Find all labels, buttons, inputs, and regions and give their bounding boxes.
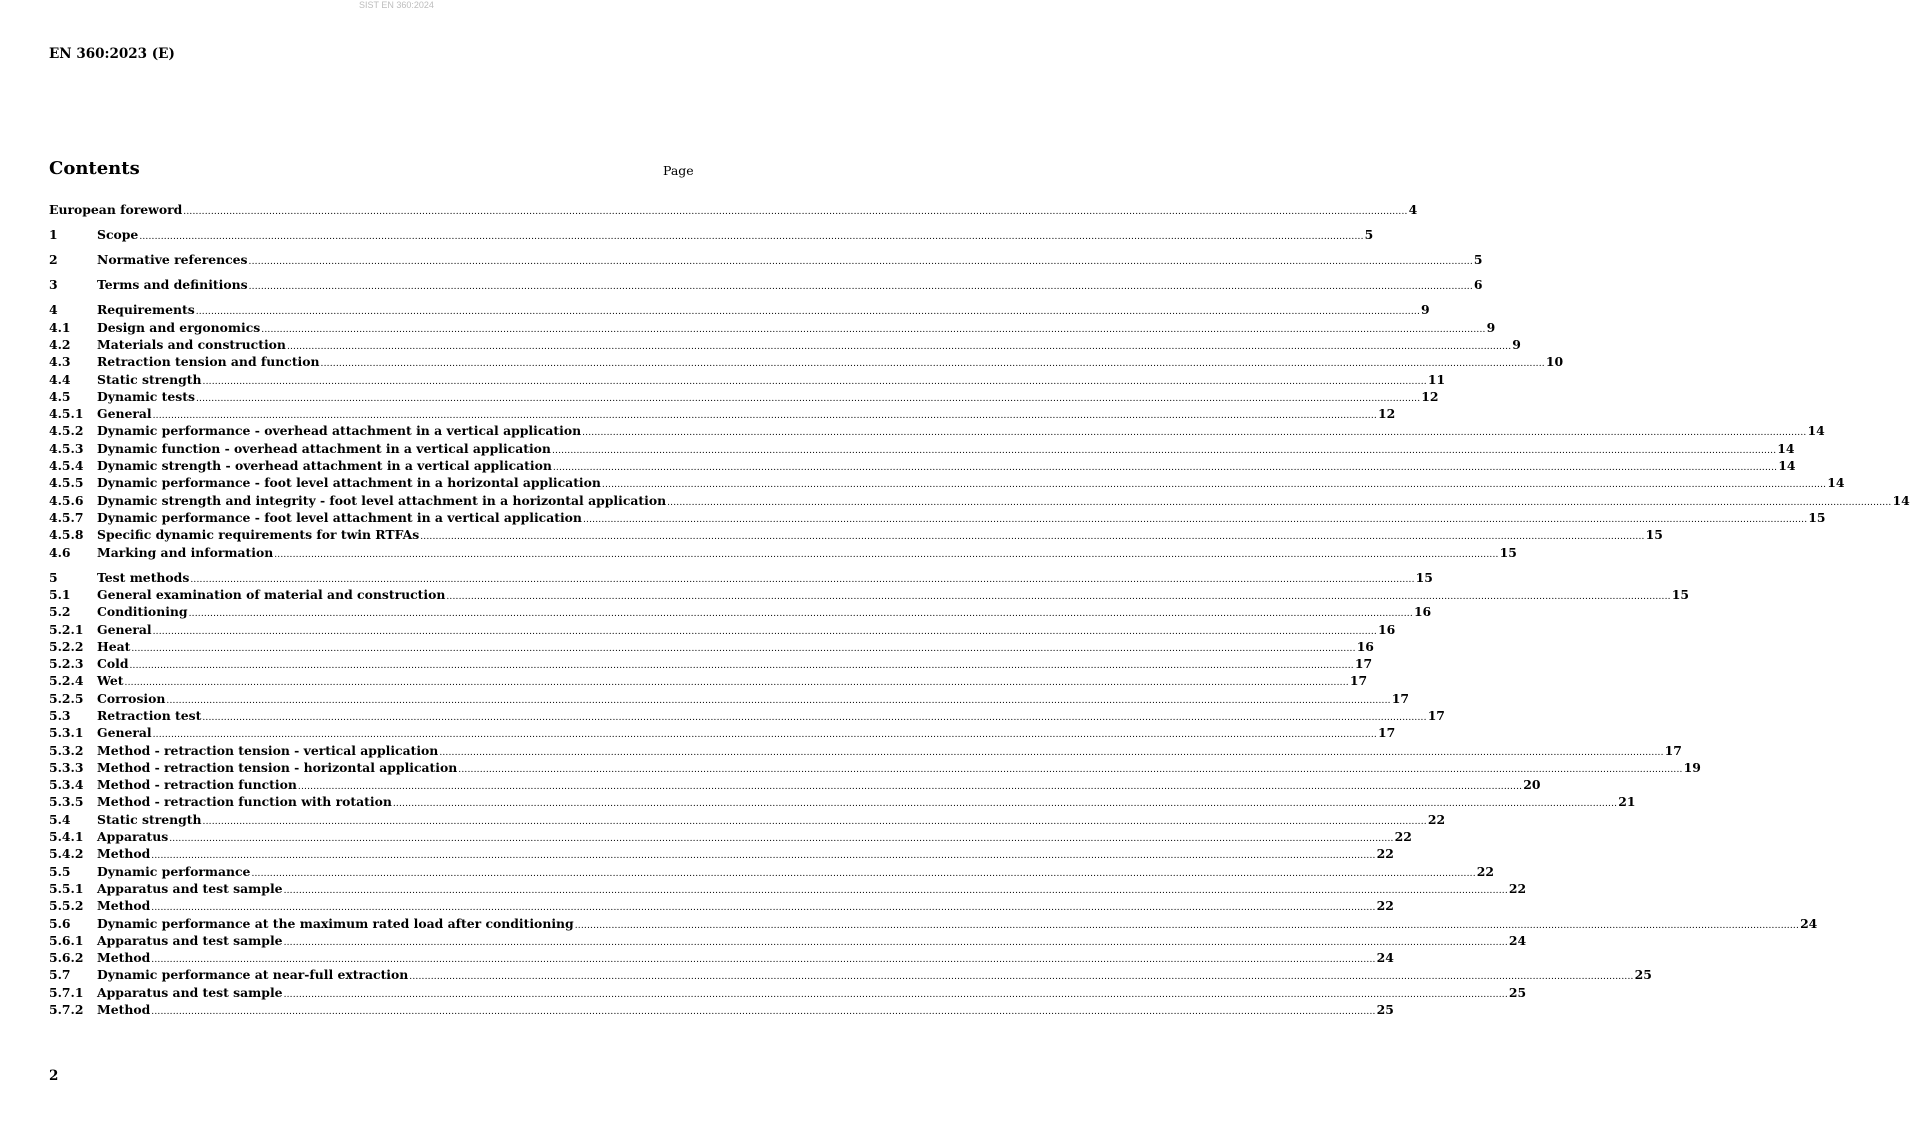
toc-dot-leader: ................................................................................................................................................................................................................................................................................................................................................................................................................: [151, 903, 1376, 914]
toc-entry-title: Apparatus and test sample: [97, 880, 283, 896]
toc-entry-title: Conditioning: [97, 604, 188, 620]
toc-entry-number: 5.4.1: [49, 829, 84, 845]
toc-entry[interactable]: [49, 1001, 1394, 1018]
toc-entry[interactable]: [49, 353, 1564, 370]
toc-dot-leader: ................................................................................................................................................................................................................................................................................................................................................................................................................: [202, 376, 1427, 387]
toc-entry-page: 10: [1545, 354, 1564, 370]
toc-dot-leader: ................................................................................................................................................................................................................................................................................................................................................................................................................: [667, 497, 1892, 508]
toc-entry-page: 17: [1391, 690, 1409, 706]
toc-dot-leader: ................................................................................................................................................................................................................................................................................................................................................................................................................: [195, 393, 1421, 404]
toc-dot-leader: ................................................................................................................................................................................................................................................................................................................................................................................................................: [124, 678, 1349, 689]
toc-entry[interactable]: [49, 984, 1527, 1001]
toc-entry-page: 9: [1486, 319, 1496, 335]
toc-entry-title: Static strength: [97, 811, 202, 827]
page-column-label: Page: [663, 163, 694, 178]
toc-entry-page: 17: [1349, 673, 1368, 689]
toc-entry-title: Dynamic performance - foot level attachment in a vertical application: [97, 509, 582, 525]
toc-entry-title: Wet: [97, 673, 124, 689]
toc-entry-number: 5.3.4: [49, 777, 84, 793]
toc-entry[interactable]: [49, 544, 1517, 561]
toc-entry-number: 4.5.5: [49, 475, 84, 491]
toc-entry-page: 21: [1618, 794, 1636, 810]
toc-dot-leader: ................................................................................................................................................................................................................................................................................................................................................................................................................: [151, 1007, 1376, 1018]
toc-entry-page: 22: [1376, 898, 1394, 914]
toc-entry-title: Dynamic performance - foot level attachment in a horizontal application: [97, 475, 601, 491]
toc-entry-title: Normative references: [97, 252, 248, 268]
toc-dot-leader: ................................................................................................................................................................................................................................................................................................................................................................................................................: [152, 626, 1377, 637]
toc-entry-number: 5.3: [49, 708, 71, 723]
toc-entry-page: 14: [1807, 423, 1825, 439]
toc-entry-page: 16: [1356, 638, 1374, 654]
toc-entry-title: Requirements: [97, 302, 195, 318]
toc-entry-number: 5.5.1: [49, 880, 84, 896]
toc-entry-number: 1: [49, 227, 58, 243]
toc-entry-title: General: [97, 725, 152, 741]
toc-dot-leader: ................................................................................................................................................................................................................................................................................................................................................................................................................: [248, 282, 1473, 293]
toc-entry-number: 5.2.5: [49, 690, 84, 706]
toc-entry[interactable]: [49, 845, 1394, 862]
toc-dot-leader: ................................................................................................................................................................................................................................................................................................................................................................................................................: [551, 445, 1777, 456]
toc-entry-number: 5.1: [49, 586, 71, 602]
toc-entry[interactable]: [49, 474, 1845, 491]
toc-entry[interactable]: [49, 319, 1496, 336]
toc-entry-number: 4.1: [49, 319, 71, 335]
toc-entry-title: European foreword: [49, 202, 183, 217]
toc-entry-title: Retraction tension and function: [97, 354, 320, 370]
toc-entry-number: 4.5.8: [49, 527, 84, 543]
toc-entry-number: 3: [49, 277, 58, 293]
toc-entry[interactable]: [49, 932, 1527, 949]
toc-entry-page: 6: [1473, 277, 1483, 293]
toc-entry[interactable]: [49, 226, 1374, 243]
toc-entry-page: 24: [1376, 950, 1394, 966]
toc-dot-leader: ................................................................................................................................................................................................................................................................................................................................................................................................................: [274, 549, 1499, 560]
toc-entry[interactable]: [49, 690, 1409, 707]
toc-entry[interactable]: [49, 724, 1396, 741]
toc-entry-title: Dynamic tests: [97, 388, 195, 404]
toc-entry-number: 4.5: [49, 388, 71, 404]
toc-entry-page: 5: [1364, 227, 1374, 243]
toc-entry[interactable]: [49, 707, 1445, 724]
toc-entry-number: 4.5.7: [49, 509, 84, 525]
toc-entry[interactable]: [49, 388, 1439, 405]
toc-entry[interactable]: [49, 301, 1430, 318]
toc-entry-page: 17: [1354, 656, 1373, 672]
toc-entry[interactable]: [49, 828, 1412, 845]
toc-dot-leader: ................................................................................................................................................................................................................................................................................................................................................................................................................: [183, 207, 1408, 217]
toc-entry-number: 5.6.1: [49, 932, 84, 948]
table-of-contents: [49, 201, 1910, 1018]
toc-entry-number: 5.3.5: [49, 794, 84, 810]
toc-entry-title: Apparatus and test sample: [97, 984, 283, 1000]
toc-entry-number: 5.7.1: [49, 984, 84, 1000]
toc-entry-page: 14: [1827, 475, 1845, 491]
toc-entry-page: 17: [1377, 725, 1396, 741]
toc-entry-title: Method - retraction function: [97, 777, 297, 793]
toc-dot-leader: ................................................................................................................................................................................................................................................................................................................................................................................................................: [297, 782, 1523, 793]
toc-entry-title: Method - retraction function with rotation: [97, 794, 392, 810]
toc-entry-number: 5.5: [49, 863, 71, 879]
toc-entry-title: Retraction test: [97, 708, 202, 723]
toc-entry-page: 14: [1777, 440, 1795, 456]
toc-entry-title: Design and ergonomics: [97, 319, 261, 335]
toc-entry-title: Method: [97, 846, 151, 862]
toc-entry[interactable]: [49, 672, 1368, 689]
toc-entry-title: Apparatus and test sample: [97, 932, 283, 948]
toc-dot-leader: ................................................................................................................................................................................................................................................................................................................................................................................................................: [552, 463, 1778, 474]
toc-dot-leader: ................................................................................................................................................................................................................................................................................................................................................................................................................: [151, 955, 1376, 966]
watermark: SIST EN 360:2024: [359, 0, 434, 10]
toc-entry[interactable]: [49, 422, 1825, 439]
toc-dot-leader: ................................................................................................................................................................................................................................................................................................................................................................................................................: [283, 989, 1508, 1000]
toc-entry[interactable]: [49, 457, 1796, 474]
toc-entry-title: Terms and definitions: [97, 277, 248, 293]
toc-entry-page: 14: [1892, 492, 1910, 508]
toc-entry[interactable]: [49, 759, 1701, 776]
toc-dot-leader: ................................................................................................................................................................................................................................................................................................................................................................................................................: [151, 851, 1376, 862]
toc-entry-title: Apparatus: [97, 829, 169, 845]
toc-entry-number: 4.4: [49, 371, 71, 387]
toc-entry-title: Dynamic strength and integrity - foot level attachment in a horizontal application: [97, 492, 667, 508]
toc-entry-page: 9: [1512, 336, 1521, 352]
toc-entry-number: 5.2.4: [49, 673, 84, 689]
toc-entry-number: 5.4.2: [49, 846, 84, 862]
toc-entry-page: 25: [1634, 967, 1652, 983]
toc-entry-page: 22: [1508, 880, 1527, 896]
toc-dot-leader: ................................................................................................................................................................................................................................................................................................................................................................................................................: [190, 574, 1415, 585]
toc-entry[interactable]: [49, 276, 1483, 293]
toc-dot-leader: ................................................................................................................................................................................................................................................................................................................................................................................................................: [458, 764, 1683, 775]
toc-entry-title: Dynamic strength - overhead attachment in a vertical application: [97, 458, 552, 474]
toc-entry-number: 4.6: [49, 544, 71, 560]
toc-entry-number: 4: [49, 302, 58, 318]
toc-dot-leader: ................................................................................................................................................................................................................................................................................................................................................................................................................: [195, 307, 1421, 318]
toc-entry-page: 15: [1671, 586, 1689, 602]
toc-entry[interactable]: [49, 526, 1663, 543]
toc-entry-title: Corrosion: [97, 690, 166, 706]
document-id: EN 360:2023 (E): [49, 46, 175, 62]
toc-dot-leader: ................................................................................................................................................................................................................................................................................................................................................................................................................: [152, 730, 1377, 741]
toc-entry-number: 4.3: [49, 354, 71, 370]
toc-entry[interactable]: [49, 949, 1394, 966]
toc-entry-number: 4.5.1: [49, 406, 84, 422]
toc-entry-number: 5.2.3: [49, 656, 84, 672]
toc-dot-leader: ................................................................................................................................................................................................................................................................................................................................................................................................................: [446, 591, 1671, 602]
toc-entry-page: 17: [1427, 708, 1445, 723]
toc-dot-leader: ................................................................................................................................................................................................................................................................................................................................................................................................................: [129, 661, 1354, 672]
toc-entry-number: 5.3.1: [49, 725, 84, 741]
toc-entry[interactable]: [49, 621, 1396, 638]
toc-entry-number: 4.5.4: [49, 458, 84, 474]
toc-dot-leader: ................................................................................................................................................................................................................................................................................................................................................................................................................: [139, 232, 1364, 243]
toc-dot-leader: ................................................................................................................................................................................................................................................................................................................................................................................................................: [251, 868, 1476, 879]
toc-entry-title: Specific dynamic requirements for twin RTFAs: [97, 527, 420, 543]
toc-entry-number: 5.5.2: [49, 898, 84, 914]
toc-entry-page: 20: [1523, 777, 1541, 793]
toc-entry-title: Method - retraction tension - horizontal application: [97, 759, 458, 775]
toc-entry-title: Marking and information: [97, 544, 274, 560]
toc-entry-page: 5: [1473, 252, 1483, 268]
toc-entry-page: 15: [1499, 544, 1517, 560]
toc-entry-number: 5.3.3: [49, 759, 84, 775]
toc-entry-title: General: [97, 406, 152, 422]
toc-entry[interactable]: [49, 336, 1521, 353]
toc-dot-leader: ................................................................................................................................................................................................................................................................................................................................................................................................................: [202, 713, 1427, 723]
toc-entry-title: Dynamic performance at near-full extraction: [97, 967, 409, 983]
toc-entry-page: 15: [1415, 569, 1433, 585]
toc-entry-title: Dynamic function - overhead attachment in a vertical application: [97, 440, 551, 456]
toc-entry-page: 11: [1427, 371, 1446, 387]
toc-entry[interactable]: [49, 880, 1527, 897]
toc-entry-page: 24: [1508, 932, 1527, 948]
toc-entry-number: 5.7.2: [49, 1002, 84, 1018]
toc-entry-page: 19: [1683, 759, 1701, 775]
toc-entry-number: 5: [49, 569, 58, 585]
toc-entry[interactable]: [49, 492, 1910, 509]
toc-entry-number: 5.2: [49, 604, 71, 620]
toc-entry[interactable]: [49, 742, 1682, 759]
toc-entry[interactable]: [49, 251, 1483, 268]
toc-dot-leader: ................................................................................................................................................................................................................................................................................................................................................................................................................: [131, 643, 1356, 654]
toc-dot-leader: ................................................................................................................................................................................................................................................................................................................................................................................................................: [283, 885, 1508, 896]
toc-entry[interactable]: [49, 201, 1418, 218]
toc-entry-page: 15: [1808, 509, 1826, 525]
toc-entry-title: Static strength: [97, 371, 202, 387]
toc-dot-leader: ................................................................................................................................................................................................................................................................................................................................................................................................................: [574, 920, 1800, 931]
toc-entry[interactable]: [49, 793, 1636, 810]
toc-entry-title: Method: [97, 950, 151, 966]
toc-entry-number: 5.4: [49, 811, 71, 827]
toc-dot-leader: ................................................................................................................................................................................................................................................................................................................................................................................................................: [248, 257, 1473, 268]
toc-dot-leader: ................................................................................................................................................................................................................................................................................................................................................................................................................: [166, 695, 1391, 706]
toc-entry[interactable]: [49, 638, 1374, 655]
toc-entry-title: Heat: [97, 638, 131, 654]
toc-entry-page: 16: [1413, 604, 1432, 620]
toc-entry[interactable]: [49, 509, 1826, 526]
toc-dot-leader: ................................................................................................................................................................................................................................................................................................................................................................................................................: [283, 937, 1508, 948]
toc-entry[interactable]: [49, 440, 1795, 457]
toc-entry-number: 5.7: [49, 967, 71, 983]
toc-entry-page: 4: [1408, 202, 1418, 217]
toc-entry-number: 2: [49, 252, 58, 268]
toc-entry-page: 22: [1394, 829, 1412, 845]
toc-entry-number: 4.5.3: [49, 440, 84, 456]
toc-entry[interactable]: [49, 897, 1394, 914]
toc-dot-leader: ................................................................................................................................................................................................................................................................................................................................................................................................................: [152, 411, 1377, 422]
toc-entry[interactable]: [49, 603, 1432, 620]
toc-entry[interactable]: [49, 569, 1433, 586]
toc-entry-number: 4.5.6: [49, 492, 84, 508]
toc-dot-leader: ................................................................................................................................................................................................................................................................................................................................................................................................................: [582, 514, 1808, 525]
toc-dot-leader: ................................................................................................................................................................................................................................................................................................................................................................................................................: [169, 834, 1394, 845]
toc-entry-page: 12: [1421, 388, 1439, 404]
toc-entry-page: 9: [1421, 302, 1430, 318]
toc-dot-leader: ................................................................................................................................................................................................................................................................................................................................................................................................................: [261, 324, 1486, 335]
toc-entry-page: 22: [1376, 846, 1394, 862]
toc-entry-number: 5.3.2: [49, 742, 84, 758]
toc-entry[interactable]: [49, 811, 1446, 828]
toc-entry-page: 16: [1377, 621, 1396, 637]
footer-page-number: 2: [49, 1068, 59, 1084]
toc-dot-leader: ................................................................................................................................................................................................................................................................................................................................................................................................................: [420, 532, 1645, 543]
toc-dot-leader: ................................................................................................................................................................................................................................................................................................................................................................................................................: [582, 428, 1807, 439]
toc-entry-page: 17: [1664, 742, 1682, 758]
toc-entry[interactable]: [49, 863, 1495, 880]
toc-entry[interactable]: [49, 371, 1446, 388]
toc-dot-leader: ................................................................................................................................................................................................................................................................................................................................................................................................................: [202, 816, 1427, 827]
toc-dot-leader: ................................................................................................................................................................................................................................................................................................................................................................................................................: [601, 480, 1827, 491]
toc-entry-page: 14: [1778, 458, 1796, 474]
toc-dot-leader: ................................................................................................................................................................................................................................................................................................................................................................................................................: [409, 972, 1634, 983]
toc-dot-leader: ................................................................................................................................................................................................................................................................................................................................................................................................................: [392, 799, 1618, 810]
toc-entry-number: 4.2: [49, 336, 71, 352]
contents-heading: Contents: [49, 158, 140, 179]
toc-entry-title: Method: [97, 898, 151, 914]
toc-entry-title: Method: [97, 1002, 151, 1018]
toc-entry-page: 25: [1508, 984, 1527, 1000]
toc-entry-title: Dynamic performance: [97, 863, 251, 879]
toc-entry-page: 25: [1376, 1002, 1394, 1018]
toc-entry-title: Dynamic performance - overhead attachment in a vertical application: [97, 423, 582, 439]
toc-entry-number: 4.5.2: [49, 423, 84, 439]
toc-entry-number: 5.6: [49, 915, 71, 931]
toc-entry-page: 15: [1645, 527, 1663, 543]
toc-entry-title: General: [97, 621, 152, 637]
toc-dot-leader: ................................................................................................................................................................................................................................................................................................................................................................................................................: [188, 609, 1413, 620]
toc-entry[interactable]: [49, 776, 1541, 793]
toc-entry[interactable]: [49, 586, 1689, 603]
toc-entry-title: Dynamic performance at the maximum rated load after conditioning: [97, 915, 574, 931]
toc-dot-leader: ................................................................................................................................................................................................................................................................................................................................................................................................................: [439, 747, 1664, 758]
toc-entry-title: Scope: [97, 227, 139, 243]
toc-entry[interactable]: [49, 915, 1818, 932]
toc-dot-leader: ................................................................................................................................................................................................................................................................................................................................................................................................................: [286, 341, 1512, 352]
toc-entry-page: 24: [1800, 915, 1818, 931]
toc-entry-number: 5.2.1: [49, 621, 84, 637]
toc-entry-title: Cold: [97, 656, 129, 672]
toc-entry-title: Method - retraction tension - vertical application: [97, 742, 439, 758]
toc-entry-number: 5.2.2: [49, 638, 84, 654]
toc-entry-page: 22: [1476, 863, 1495, 879]
toc-entry[interactable]: [49, 405, 1396, 422]
toc-entry[interactable]: [49, 966, 1652, 983]
toc-entry-page: 12: [1377, 406, 1396, 422]
toc-dot-leader: ................................................................................................................................................................................................................................................................................................................................................................................................................: [320, 359, 1545, 370]
toc-entry-number: 5.6.2: [49, 950, 84, 966]
toc-entry[interactable]: [49, 655, 1373, 672]
toc-entry-title: General examination of material and construction: [97, 586, 446, 602]
toc-entry-title: Test methods: [97, 569, 190, 585]
toc-entry-title: Materials and construction: [97, 336, 286, 352]
toc-entry-page: 22: [1427, 811, 1446, 827]
